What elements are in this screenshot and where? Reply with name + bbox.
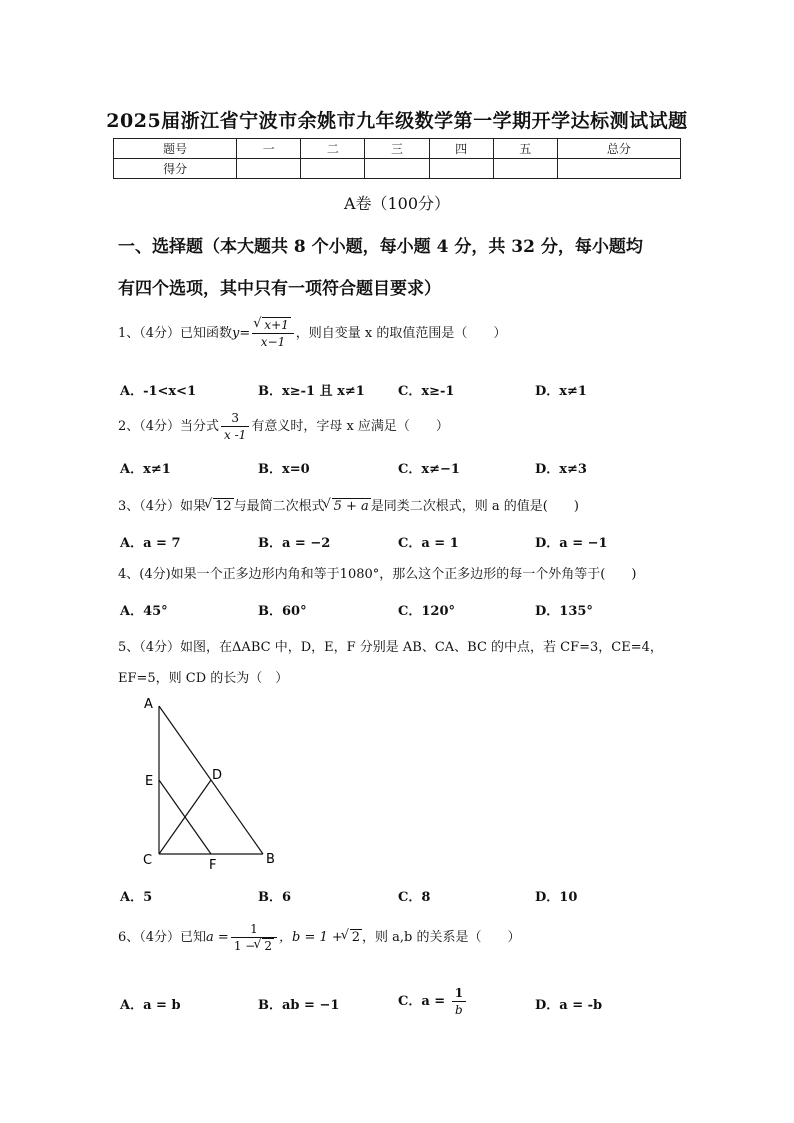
part1-heading-line1: 一、选择题（本大题共 8 个小题，每小题 4 分，共 32 分，每小题均 (118, 237, 643, 257)
q5-option-c[interactable]: C．8 (398, 890, 431, 905)
q1-option-d[interactable]: D．x≠1 (535, 384, 587, 399)
q6-option-c[interactable] (398, 985, 468, 1018)
q2-option-c[interactable]: C．x≠−1 (398, 462, 460, 477)
q2-suffix: 有意义时，字母 x 应满足（ ） (251, 419, 449, 434)
q6-option-c-denominator: b (455, 1003, 463, 1017)
q6-option-a[interactable]: A．a = b (120, 998, 181, 1013)
question-2 (118, 410, 449, 443)
q2-option-d[interactable]: D．x≠3 (535, 462, 587, 477)
q6-suffix: ，则 a,b 的关系是（ ） (362, 930, 521, 945)
q2-option-b[interactable]: B．x=0 (258, 462, 310, 477)
score-header-cell: 四 (429, 139, 493, 159)
label-d: D (212, 768, 223, 783)
question-6 (118, 921, 521, 954)
q2-denominator: x -1 (224, 428, 247, 442)
score-cell[interactable] (557, 159, 680, 179)
q6-prefix: 6、（4分）已知 (118, 930, 207, 945)
q2-option-a[interactable]: A．x≠1 (120, 462, 171, 477)
label-e: E (145, 774, 154, 789)
q2-fraction (221, 410, 249, 443)
label-c: C (143, 853, 153, 868)
q4-option-c[interactable]: C．120° (398, 604, 455, 619)
q3-radical-1: √ 12 (213, 498, 234, 514)
q1-option-c[interactable]: C．x≥-1 (398, 384, 455, 399)
q6-numerator: 1 (231, 921, 277, 938)
triangle-figure (135, 692, 285, 874)
q6-den-pre: 1 − (233, 939, 256, 953)
q6-den-radical: √ 2 (262, 938, 274, 954)
q6-b-radical: √ 2 (350, 929, 362, 945)
q4-option-b[interactable]: B．60° (258, 604, 307, 619)
score-header-cell: 五 (493, 139, 557, 159)
q6-option-c-numerator: 1 (452, 985, 466, 1002)
score-table (113, 138, 681, 179)
q6-option-c-fraction (452, 985, 466, 1018)
q5-option-d[interactable]: D．10 (535, 890, 578, 905)
q3-option-a[interactable]: A．a = 7 (120, 536, 181, 551)
q6-option-c-label: C．a = (398, 994, 450, 1009)
q3-prefix: 3、（4分）如果 (118, 499, 207, 514)
label-b: B (266, 852, 275, 867)
q6-b-part: ，b = 1 + (278, 930, 343, 945)
question-1 (118, 317, 506, 350)
score-table-header-row (114, 139, 681, 159)
q1-denominator: x−1 (260, 335, 286, 349)
score-header-cell: 三 (365, 139, 429, 159)
question-3 (118, 495, 579, 514)
label-f: F (209, 858, 217, 873)
section-title: A卷（100分） (343, 194, 451, 213)
q1-numerator: x+1 (264, 318, 289, 332)
score-header-cell: 总分 (557, 139, 680, 159)
q1-suffix: ，则自变量 x 的取值范围是（ ） (295, 326, 507, 341)
q6-fraction (231, 921, 277, 954)
score-cell[interactable] (493, 159, 557, 179)
q3-option-c[interactable]: C．a = 1 (398, 536, 459, 551)
q3-option-b[interactable]: B．a = −2 (258, 536, 331, 551)
q1-fraction (252, 317, 293, 350)
q5-option-b[interactable]: B．6 (258, 890, 292, 905)
score-cell[interactable] (237, 159, 301, 179)
part1-heading-line2: 有四个选项，其中只有一项符合题目要求） (118, 279, 441, 299)
q1-func-y: y= (232, 326, 251, 341)
q2-prefix: 2、（4分）当分式 (118, 419, 220, 434)
label-a: A (144, 697, 153, 712)
score-header-cell: 二 (301, 139, 365, 159)
q3-option-d[interactable]: D．a = −1 (535, 536, 608, 551)
q5-option-a[interactable]: A．5 (120, 890, 153, 905)
q3-radical-2: 5 + a (333, 499, 369, 514)
q6-a-eq: a = (206, 930, 229, 945)
question-5-line2: EF=5，则 CD 的长为（ ） (118, 671, 289, 686)
score-header-cell: 题号 (114, 139, 237, 159)
q6-option-b[interactable]: B．ab = −1 (258, 998, 340, 1013)
question-5-line1: 5、（4分）如图，在ΔABC 中，D，E，F 分别是 AB、CA、BC 的中点，若 CF=3，CE=4， (118, 640, 663, 655)
page-title: 2025届浙江省宁波市余姚市九年级数学第一学期开学达标测试试题 (106, 110, 688, 132)
q1-option-b[interactable]: B．x≥-1 且 x≠1 (258, 384, 365, 399)
q2-numerator: 3 (221, 410, 249, 427)
q3-suffix: 是同类二次根式，则 a 的值是( ) (370, 499, 579, 514)
score-table-score-row (114, 159, 681, 179)
score-header-cell: 一 (237, 139, 301, 159)
q4-option-d[interactable]: D．135° (535, 604, 593, 619)
q1-option-a[interactable]: A．-1<x<1 (120, 384, 197, 399)
q3-middle-text: 与最简二次根式 (233, 499, 325, 514)
q1-prefix: 1、（4分）已知函数 (118, 326, 233, 341)
score-cell[interactable] (365, 159, 429, 179)
q6-option-d[interactable]: D．a = -b (535, 998, 603, 1013)
score-row-label: 得分 (114, 159, 237, 179)
score-cell[interactable] (301, 159, 365, 179)
question-4: 4、(4分)如果一个正多边形内角和等于1080°，那么这个正多边形的每一个外角等于( ) (118, 567, 637, 582)
q4-option-a[interactable]: A．45° (120, 604, 168, 619)
score-cell[interactable] (429, 159, 493, 179)
